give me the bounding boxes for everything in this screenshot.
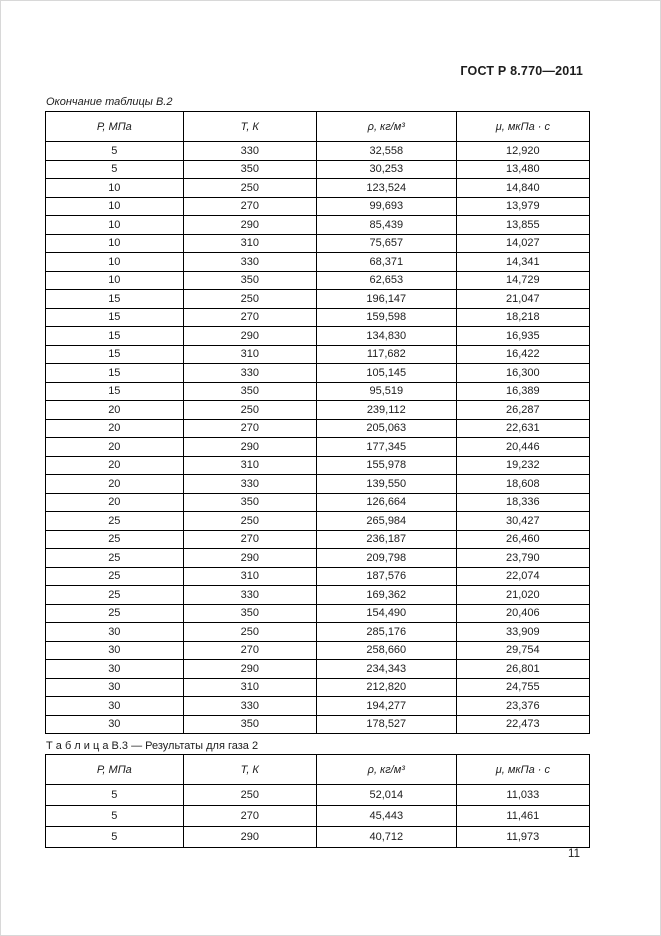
table-cell: 30 [46,697,184,716]
table-row [46,234,590,253]
table-b2-body [46,142,590,734]
table-cell: 25 [46,604,184,623]
table-cell: 350 [183,715,316,734]
table-cell: 45,443 [316,806,456,827]
table-cell: 290 [183,216,316,235]
table-cell: 13,480 [456,160,589,179]
table-cell: 159,598 [316,308,456,327]
table-cell: 350 [183,493,316,512]
table-row [46,419,590,438]
table-row [46,271,590,290]
table-cell: 270 [183,308,316,327]
table-row [46,327,590,346]
table-row [46,715,590,734]
table-row [46,549,590,568]
table-cell: 16,935 [456,327,589,346]
table-cell: 250 [183,401,316,420]
table-cell: 30,427 [456,512,589,531]
table-cell: 250 [183,512,316,531]
column-header: ρ, кг/м³ [316,112,456,142]
table-cell: 26,801 [456,660,589,679]
table-cell: 22,473 [456,715,589,734]
table-cell: 290 [183,327,316,346]
table-cell: 5 [46,160,184,179]
table-row [46,475,590,494]
table-cell: 212,820 [316,678,456,697]
table-cell: 10 [46,271,184,290]
table-cell: 5 [46,142,184,161]
table-cell: 20 [46,419,184,438]
table-cell: 13,979 [456,197,589,216]
table-cell: 270 [183,419,316,438]
table-b3 [45,754,590,848]
table-cell: 30 [46,623,184,642]
table-row [46,253,590,272]
table-cell: 99,693 [316,197,456,216]
table-cell: 11,033 [456,785,589,806]
table-cell: 25 [46,549,184,568]
table-cell: 310 [183,234,316,253]
table-cell: 154,490 [316,604,456,623]
table-cell: 10 [46,197,184,216]
table-cell: 25 [46,567,184,586]
table-cell: 330 [183,475,316,494]
table-cell: 14,729 [456,271,589,290]
table-cell: 10 [46,216,184,235]
table-cell: 30 [46,660,184,679]
table-row [46,785,590,806]
table-cell: 24,755 [456,678,589,697]
table-cell: 26,460 [456,530,589,549]
table-cell: 95,519 [316,382,456,401]
table-cell: 19,232 [456,456,589,475]
table-cell: 11,973 [456,827,589,848]
table-cell: 126,664 [316,493,456,512]
table-cell: 20 [46,475,184,494]
table-cell: 155,978 [316,456,456,475]
document-code: ГОСТ Р 8.770—2011 [460,64,583,78]
column-header: μ, мкПа · с [456,755,589,785]
table-cell: 205,063 [316,419,456,438]
table-cell: 310 [183,456,316,475]
table-cell: 33,909 [456,623,589,642]
table-cell: 85,439 [316,216,456,235]
table-cell: 265,984 [316,512,456,531]
table-cell: 32,558 [316,142,456,161]
table-cell: 15 [46,364,184,383]
table-cell: 20 [46,493,184,512]
table-cell: 117,682 [316,345,456,364]
table-cell: 40,712 [316,827,456,848]
table-cell: 270 [183,530,316,549]
table-cell: 5 [46,806,184,827]
table-cell: 187,576 [316,567,456,586]
table-cell: 330 [183,697,316,716]
table-cell: 350 [183,271,316,290]
table-cell: 20 [46,401,184,420]
table-cell: 22,074 [456,567,589,586]
table-b3-header [46,755,590,785]
table-cell: 16,422 [456,345,589,364]
column-header: Т, К [183,755,316,785]
table-b2 [45,111,590,734]
table-cell: 5 [46,785,184,806]
table-cell: 25 [46,586,184,605]
table-cell: 10 [46,234,184,253]
table-cell: 350 [183,604,316,623]
table-cell: 310 [183,345,316,364]
table-row [46,382,590,401]
table-cell: 18,608 [456,475,589,494]
table-row [46,806,590,827]
table-cell: 250 [183,290,316,309]
table-cell: 5 [46,827,184,848]
table-cell: 209,798 [316,549,456,568]
table-cell: 177,345 [316,438,456,457]
table-cell: 196,147 [316,290,456,309]
table-row [46,660,590,679]
table-cell: 62,653 [316,271,456,290]
table-cell: 290 [183,660,316,679]
table-cell: 18,218 [456,308,589,327]
column-header: μ, мкПа · с [456,112,589,142]
table-cell: 250 [183,179,316,198]
table-row [46,179,590,198]
table-row [46,530,590,549]
table-row [46,401,590,420]
table-cell: 270 [183,641,316,660]
table-cell: 11,461 [456,806,589,827]
table-cell: 68,371 [316,253,456,272]
table-row [46,827,590,848]
table-cell: 239,112 [316,401,456,420]
table-row [46,641,590,660]
table-cell: 290 [183,549,316,568]
table-cell: 15 [46,308,184,327]
table-cell: 25 [46,530,184,549]
table-cell: 169,362 [316,586,456,605]
table-cell: 14,341 [456,253,589,272]
table-cell: 20,446 [456,438,589,457]
table-cell: 16,389 [456,382,589,401]
page-number: 11 [568,848,580,860]
table-cell: 250 [183,785,316,806]
column-header: Р, МПа [46,112,184,142]
column-header: Р, МПа [46,755,184,785]
table-cell: 13,855 [456,216,589,235]
table-cell: 52,014 [316,785,456,806]
table-cell: 134,830 [316,327,456,346]
table-cell: 30 [46,678,184,697]
table-b2-caption: Окончание таблицы В.2 [46,96,173,108]
table-cell: 21,047 [456,290,589,309]
table-cell: 330 [183,364,316,383]
table-b2-header [46,112,590,142]
table-cell: 75,657 [316,234,456,253]
table-row [46,345,590,364]
table-cell: 285,176 [316,623,456,642]
column-header: Т, К [183,112,316,142]
column-header: ρ, кг/м³ [316,755,456,785]
table-cell: 290 [183,827,316,848]
table-b3-caption: Т а б л и ц а В.3 — Результаты для газа 2 [46,740,259,752]
table-row [46,364,590,383]
table-cell: 270 [183,806,316,827]
table-cell: 22,631 [456,419,589,438]
table-cell: 18,336 [456,493,589,512]
table-cell: 25 [46,512,184,531]
table-cell: 258,660 [316,641,456,660]
table-cell: 236,187 [316,530,456,549]
table-cell: 270 [183,197,316,216]
table-cell: 15 [46,382,184,401]
table-row [46,567,590,586]
table-cell: 23,376 [456,697,589,716]
table-row [46,697,590,716]
table-row [46,197,590,216]
table-cell: 30,253 [316,160,456,179]
table-cell: 123,524 [316,179,456,198]
table-row [46,604,590,623]
table-row [46,512,590,531]
table-cell: 14,840 [456,179,589,198]
table-row [46,456,590,475]
table-row [46,216,590,235]
table-cell: 234,343 [316,660,456,679]
table-cell: 14,027 [456,234,589,253]
table-cell: 139,550 [316,475,456,494]
table-cell: 23,790 [456,549,589,568]
table-row [46,160,590,179]
table-cell: 30 [46,715,184,734]
table-row [46,623,590,642]
table-cell: 15 [46,290,184,309]
table-row [46,308,590,327]
header-row [46,112,590,142]
table-row [46,678,590,697]
table-cell: 16,300 [456,364,589,383]
table-cell: 330 [183,142,316,161]
table-row [46,586,590,605]
table-cell: 330 [183,586,316,605]
table-cell: 20 [46,456,184,475]
table-row [46,493,590,512]
table-cell: 20,406 [456,604,589,623]
table-cell: 12,920 [456,142,589,161]
table-cell: 105,145 [316,364,456,383]
table-cell: 26,287 [456,401,589,420]
table-cell: 350 [183,382,316,401]
table-cell: 10 [46,253,184,272]
table-cell: 310 [183,678,316,697]
table-cell: 15 [46,345,184,364]
table-b3-body [46,785,590,848]
table-cell: 15 [46,327,184,346]
table-cell: 10 [46,179,184,198]
table-cell: 250 [183,623,316,642]
table-row [46,438,590,457]
table-cell: 20 [46,438,184,457]
table-cell: 30 [46,641,184,660]
header-row [46,755,590,785]
table-cell: 350 [183,160,316,179]
table-cell: 330 [183,253,316,272]
table-cell: 29,754 [456,641,589,660]
table-cell: 21,020 [456,586,589,605]
table-row [46,290,590,309]
table-cell: 290 [183,438,316,457]
table-row [46,142,590,161]
table-cell: 178,527 [316,715,456,734]
table-cell: 310 [183,567,316,586]
table-cell: 194,277 [316,697,456,716]
